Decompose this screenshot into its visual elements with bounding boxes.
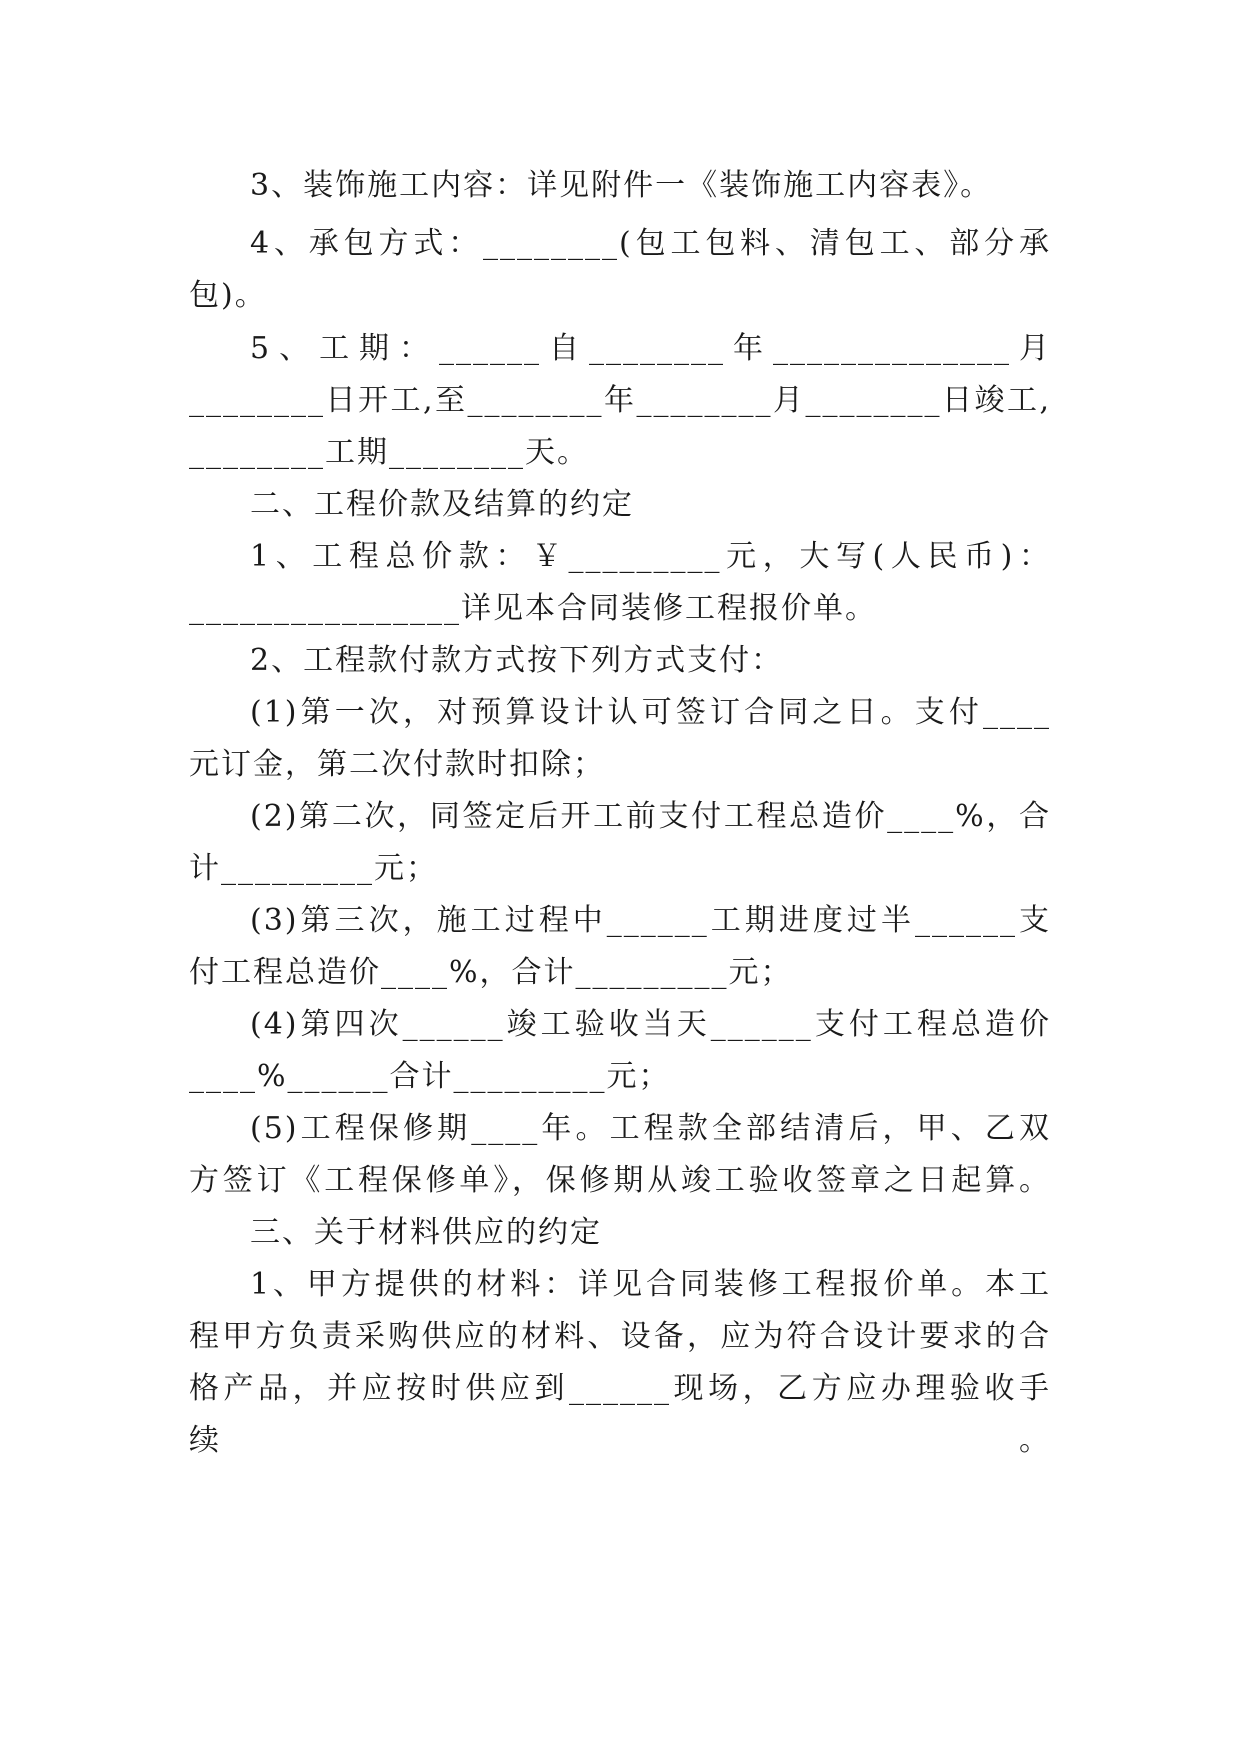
materials-clause-1: 1、甲方提供的材料：详见合同装修工程报价单。本工 xyxy=(250,1267,1051,1302)
payment-item-1: (1)第一次，对预算设计认可签订合同之日。支付____ xyxy=(250,695,1051,730)
section-2-heading: 二、工程价款及结算的约定 xyxy=(250,487,634,522)
payment-item-4: (4)第四次______竣工验收当天______支付工程总造价 xyxy=(250,1007,1051,1042)
payment-item-5-cont: 方签订《工程保修单》，保修期从竣工验收签章之日起算。 xyxy=(189,1163,1051,1198)
materials-clause-1-cont-1: 程甲方负责采购供应的材料、设备，应为符合设计要求的合 xyxy=(189,1319,1051,1354)
clause-3-decoration-content: 3、装饰施工内容：详见附件一《装饰施工内容表》。 xyxy=(250,168,993,203)
clause-5-duration: 5、工期：______自________年______________月 xyxy=(250,331,1051,366)
payment-item-3: (3)第三次，施工过程中______工期进度过半______支 xyxy=(250,903,1051,938)
payment-item-1-cont: 元订金，第二次付款时扣除； xyxy=(189,747,605,782)
clause-4-contract-method-cont: 包)。 xyxy=(189,278,267,313)
clause-5-duration-cont-2: ________工期________天。 xyxy=(189,435,589,470)
materials-clause-1-cont-2: 格产品，并应按时供应到______现场，乙方应办理验收手续。 xyxy=(189,1371,1051,1458)
clause-2-payment-method: 2、工程款付款方式按下列方式支付： xyxy=(250,643,784,678)
section-3-heading: 三、关于材料供应的约定 xyxy=(250,1215,602,1250)
clause-4-contract-method: 4、承包方式：________(包工包料、清包工、部分承 xyxy=(250,226,1051,261)
clause-5-duration-cont-1: ________日开工,至________年________月________日竣工, xyxy=(189,383,1051,418)
payment-item-2-cont: 计_________元； xyxy=(189,851,438,886)
payment-item-4-cont: ____%______合计_________元； xyxy=(189,1059,671,1094)
clause-1-total-price-cont: ________________详见本合同装修工程报价单。 xyxy=(189,591,877,626)
payment-item-3-cont: 付工程总造价____%，合计_________元； xyxy=(189,955,793,990)
payment-item-2: (2)第二次，同签定后开工前支付工程总造价____%，合 xyxy=(250,799,1051,834)
clause-1-total-price: 1、工程总价款：￥_________元，大写(人民币)： xyxy=(250,539,1051,574)
payment-item-5: (5)工程保修期____年。工程款全部结清后，甲、乙双 xyxy=(250,1111,1051,1146)
